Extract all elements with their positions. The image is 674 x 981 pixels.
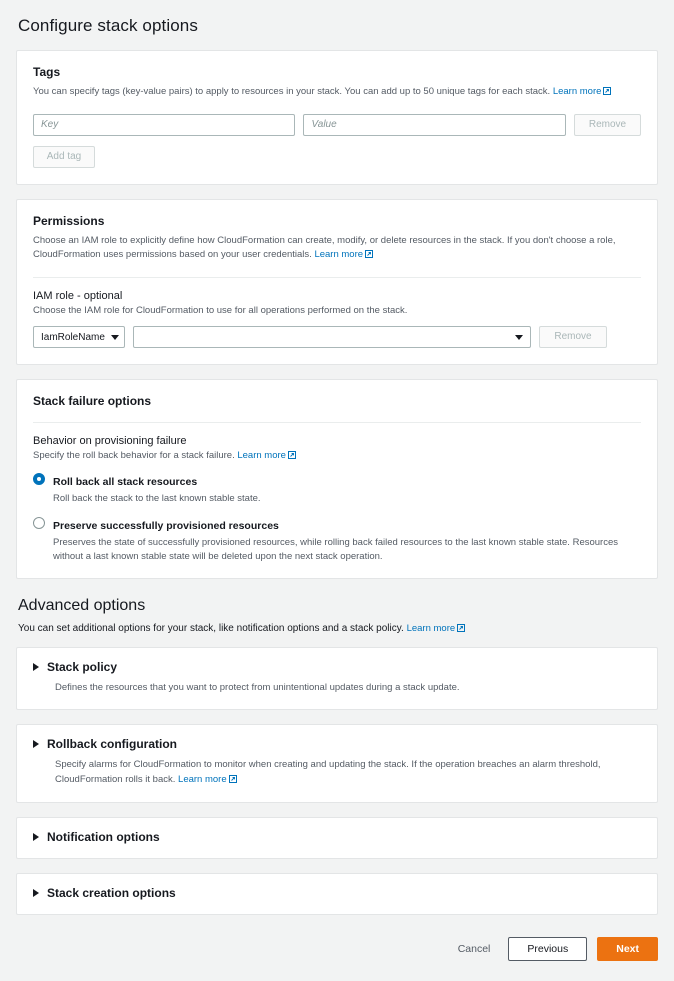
expander-rollback-configuration[interactable] bbox=[16, 724, 658, 802]
permissions-description bbox=[33, 234, 641, 263]
iam-role-remove-button[interactable]: Remove bbox=[539, 326, 607, 348]
radio-button-icon[interactable] bbox=[33, 473, 45, 485]
page-title: Configure stack options bbox=[18, 16, 198, 35]
iam-role-type-select[interactable] bbox=[33, 326, 125, 348]
radio-preserve-provisioned-description: Preserves the state of successfully provisioned resources, while rolling back failed resources to the last known stable state. Resources without a last known stable state will be deleted upon the next stack operation. bbox=[53, 536, 618, 563]
behavior-learn-more-label: Learn more bbox=[237, 450, 286, 462]
tags-card bbox=[16, 50, 658, 185]
stack-failure-divider bbox=[33, 422, 641, 423]
permissions-divider bbox=[33, 277, 641, 278]
expander-stack-policy-description: Defines the resources that you want to protect from unintentional updates during a stack update. bbox=[55, 681, 460, 693]
chevron-right-icon[interactable] bbox=[33, 889, 39, 897]
rollback-learn-more-link[interactable] bbox=[178, 774, 237, 785]
external-link-icon bbox=[603, 87, 611, 95]
expander-stack-creation-options-title: Stack creation options bbox=[47, 885, 176, 900]
external-link-icon bbox=[229, 775, 237, 783]
radio-preserve-provisioned-label: Preserve successfully provisioned resources bbox=[53, 519, 279, 532]
chevron-right-icon[interactable] bbox=[33, 833, 39, 841]
tag-value-input[interactable] bbox=[303, 114, 565, 136]
advanced-options-description-text: You can set additional options for your stack, like notification options and a stack policy. bbox=[18, 623, 404, 635]
tag-row bbox=[33, 114, 641, 136]
behavior-on-provisioning-failure-label: Behavior on provisioning failure bbox=[33, 435, 187, 448]
tags-learn-more-label: Learn more bbox=[552, 86, 602, 97]
expander-rollback-configuration-description-text: Specify alarms for CloudFormation to monitor when creating and updating the stack. If the operation breaches an alarm threshold, CloudFormation rolls it back. bbox=[55, 759, 601, 786]
behavior-description-text: Specify the roll back behavior for a stack failure. bbox=[33, 450, 235, 462]
expander-stack-policy[interactable] bbox=[16, 647, 658, 711]
radio-roll-back-all-label: Roll back all stack resources bbox=[53, 475, 198, 488]
chevron-right-icon[interactable] bbox=[33, 740, 39, 748]
permissions-learn-more-link[interactable] bbox=[314, 249, 373, 260]
advanced-learn-more-link[interactable] bbox=[407, 623, 466, 634]
chevron-right-icon[interactable] bbox=[33, 663, 39, 671]
expander-notification-options[interactable] bbox=[16, 817, 658, 859]
permissions-description-text: Choose an IAM role to explicitly define how CloudFormation can create, modify, or delete resources in the stack. If you don't choose a role, CloudFormation uses permissions based on your user credentials. bbox=[33, 234, 616, 261]
behavior-description bbox=[33, 449, 641, 463]
radio-roll-back-all-description: Roll back the stack to the last known stable state. bbox=[53, 492, 261, 504]
tags-header: Tags bbox=[33, 65, 61, 79]
advanced-learn-more-label: Learn more bbox=[406, 623, 456, 635]
radio-button-icon[interactable] bbox=[33, 517, 45, 529]
behavior-learn-more-link[interactable] bbox=[237, 450, 296, 461]
rollback-learn-more-label: Learn more bbox=[178, 774, 227, 786]
tags-description bbox=[33, 85, 641, 100]
expander-rollback-configuration-title: Rollback configuration bbox=[47, 737, 178, 752]
wizard-footer bbox=[16, 937, 658, 967]
tag-remove-button[interactable]: Remove bbox=[574, 114, 641, 136]
advanced-options-description bbox=[18, 621, 658, 636]
expander-rollback-configuration-description bbox=[55, 758, 641, 787]
radio-roll-back-all[interactable] bbox=[33, 472, 641, 506]
stack-failure-options-card bbox=[16, 379, 658, 579]
expander-stack-policy-title: Stack policy bbox=[47, 659, 118, 674]
expander-rollback-configuration-header[interactable] bbox=[33, 737, 641, 751]
iam-role-label: IAM role - optional bbox=[33, 290, 123, 303]
expander-notification-options-title: Notification options bbox=[47, 829, 160, 844]
external-link-icon bbox=[288, 451, 296, 459]
stack-failure-header: Stack failure options bbox=[33, 394, 152, 409]
chevron-down-icon bbox=[515, 335, 523, 340]
external-link-icon bbox=[365, 250, 373, 258]
previous-button[interactable]: Previous bbox=[508, 937, 587, 961]
chevron-down-icon bbox=[111, 335, 119, 340]
expander-notification-options-header[interactable] bbox=[33, 830, 641, 844]
tags-description-text: You can specify tags (key-value pairs) to apply to resources in your stack. You can add up to 50 unique tags for each stack. bbox=[33, 86, 551, 97]
iam-role-description: Choose the IAM role for CloudFormation to use for all operations performed on the stack. bbox=[33, 305, 408, 317]
radio-preserve-provisioned[interactable] bbox=[33, 516, 641, 565]
tag-key-input[interactable] bbox=[33, 114, 295, 136]
expander-stack-policy-header[interactable] bbox=[33, 660, 641, 674]
tags-learn-more-link[interactable] bbox=[553, 86, 612, 97]
add-tag-button[interactable]: Add tag bbox=[33, 146, 95, 168]
permissions-card bbox=[16, 199, 658, 366]
external-link-icon bbox=[457, 624, 465, 632]
permissions-header: Permissions bbox=[33, 213, 105, 228]
iam-role-value-select[interactable] bbox=[133, 326, 531, 348]
iam-role-type-value: IamRoleName bbox=[41, 331, 105, 343]
iam-role-row bbox=[33, 326, 641, 348]
expander-stack-creation-options-header[interactable] bbox=[33, 886, 641, 900]
permissions-learn-more-label: Learn more bbox=[314, 249, 364, 261]
expander-stack-creation-options[interactable] bbox=[16, 873, 658, 915]
next-button[interactable]: Next bbox=[597, 937, 658, 961]
advanced-options-title: Advanced options bbox=[18, 597, 146, 615]
cancel-button[interactable]: Cancel bbox=[450, 939, 499, 959]
